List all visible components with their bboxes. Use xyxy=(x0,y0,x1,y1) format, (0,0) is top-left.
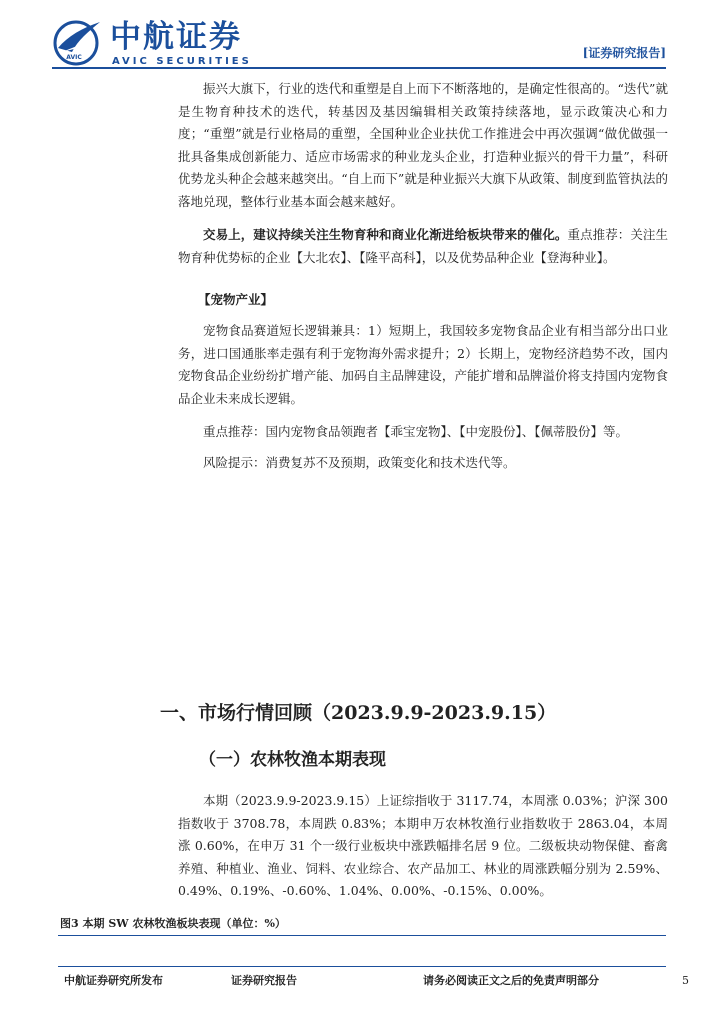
avic-logo-icon xyxy=(52,18,102,66)
brand-name-cn: 中航证券 xyxy=(110,19,242,55)
footer-divider xyxy=(58,966,666,967)
paragraph-industry-iteration: 振兴大旗下，行业的迭代和重塑是自上而下不断落地的，是确定性很高的。“迭代”就是生物育种技术的迭代，转基因及基因编辑相关政策持续落地，显示政策决心和力度；“重塑”就是行业格局的重塑，全国种业企业扶优工作推进会中再次强调“做优做强一批具备集成创新能力、适应市场需求的种业龙头企业，打造种业振兴的骨干力量”，科研优势龙头种企会越来越突出。“自上而下”就是种业振兴大旗下从政策、制度到监管执法的落地兑现，整体行业基本面会越来越好。 xyxy=(178,81,668,209)
trading-advice-rest: 重点推荐：关注生物育种优势标的企业【大北农】、【隆平高科】，以及优势品种企业【登海种业】。 xyxy=(178,227,668,265)
report-tag: [证券研究报告] xyxy=(582,46,666,60)
paragraph-pet-recommendation: 重点推荐：国内宠物食品领跑者【乖宝宠物】、【中宠股份】、【佩蒂股份】等。 xyxy=(203,424,629,439)
trading-advice-bold: 交易上，建议持续关注生物育种和商业化渐进给板块带来的催化。 xyxy=(203,227,568,242)
figure-caption: 图3 本期 SW 农林牧渔板块表现（单位：%） xyxy=(60,917,286,930)
logo-text: AVIC xyxy=(66,54,82,61)
footer-publisher: 中航证券研究所发布 xyxy=(64,974,163,987)
pet-industry-heading: 【宠物产业】 xyxy=(198,292,274,307)
section-title: 一、市场行情回顾（2023.9.9-2023.9.15） xyxy=(160,702,557,724)
footer-disclaimer: 请务必阅读正文之后的免责声明部分 xyxy=(423,974,599,987)
header-divider xyxy=(52,67,666,69)
footer-report-type: 证券研究报告 xyxy=(231,974,297,987)
brand-name-en: AVIC SECURITIES xyxy=(112,56,252,67)
paragraph-pet-logic: 宠物食品赛道短长逻辑兼具：1）短期上，我国较多宠物食品企业有相当部分出口业务，进口国通胀率走强有利于宠物海外需求提升；2）长期上，宠物经济趋势不改，国内宠物食品企业纷纷扩增产能、加码自主品牌建设，产能扩增和品牌溢价将支持国内宠物食品企业未来成长逻辑。 xyxy=(178,323,668,406)
section-subtitle: （一）农林牧渔本期表现 xyxy=(199,750,386,770)
figure-divider xyxy=(58,935,666,936)
paragraph-market-performance: 本期（2023.9.9-2023.9.15）上证综指收于 3117.74，本周涨 0.03%；沪深 300 指数收于 3708.78，本周跌 0.83%；本期申万农林牧渔行业指数收于 2863.04，本周涨 0.60%，在申万 31 个一级行业板块中涨跌幅排名居 9 位。二级板块动物保健、畜禽养殖、种植业、渔业、饲料、农业综合、农产品加工、林业的周涨跌幅分别为 2.59%、0.49%、0.19%、-0.60%、1.04%、0.00%、-0.15%、0.00%。 xyxy=(178,793,668,898)
page-number: 5 xyxy=(682,974,689,987)
paragraph-risk-warning: 风险提示：消费复苏不及预期，政策变化和技术迭代等。 xyxy=(203,455,516,470)
paragraph-trading-advice xyxy=(178,224,668,269)
page-header xyxy=(0,0,724,76)
